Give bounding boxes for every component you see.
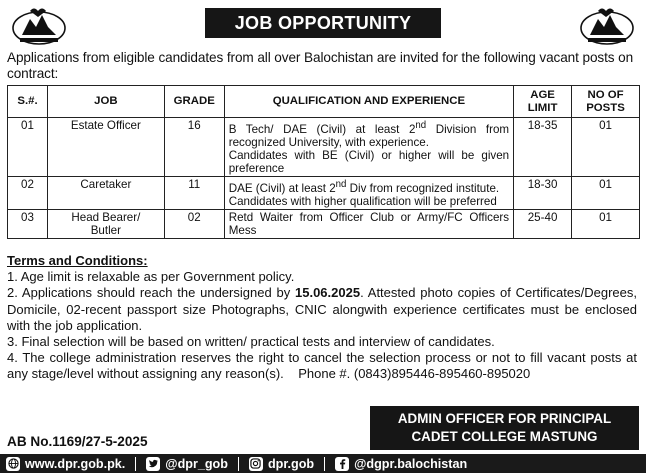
cell-job: Estate Officer bbox=[47, 118, 164, 177]
column-header-job: JOB bbox=[47, 86, 164, 118]
cell-posts: 01 bbox=[572, 209, 640, 238]
cadet-college-emblem-right bbox=[576, 5, 638, 47]
jobs-table bbox=[7, 85, 640, 239]
phone-numbers: Phone #. (0843)895446-895460-895020 bbox=[298, 366, 531, 382]
footer-divider bbox=[238, 457, 239, 471]
cell-grade: 16 bbox=[164, 118, 224, 177]
globe-icon bbox=[6, 457, 20, 471]
cell-qualification: DAE (Civil) at least 2nd Div from recognized institute. Candidates with higher qualification will be preferred bbox=[224, 176, 513, 209]
footer-divider bbox=[324, 457, 325, 471]
term-item: 1. Age limit is relaxable as per Government policy. bbox=[7, 269, 295, 285]
page-title: JOB OPPORTUNITY bbox=[205, 8, 441, 38]
terms-title: Terms and Conditions: bbox=[7, 253, 148, 268]
table-row bbox=[8, 176, 640, 209]
instagram-icon bbox=[249, 457, 263, 471]
column-header-grade: GRADE bbox=[164, 86, 224, 118]
cell-age: 18-30 bbox=[514, 176, 572, 209]
footer-bar bbox=[0, 454, 646, 473]
deadline-date: 15.06.2025 bbox=[295, 285, 361, 301]
footer-website[interactable]: www.dpr.gob.pk. bbox=[6, 457, 125, 471]
terms-section bbox=[7, 253, 637, 383]
cell-job: Caretaker bbox=[47, 176, 164, 209]
table-header-row bbox=[8, 86, 640, 118]
term-item: 3. Final selection will be based on written/ practical tests and interview of candidates. bbox=[7, 334, 495, 350]
facebook-icon bbox=[335, 457, 349, 471]
column-header-sno: S.#. bbox=[8, 86, 48, 118]
cell-qualification: Retd Waiter from Officer Club or Army/FC Officers Mess bbox=[224, 209, 513, 238]
cell-age: 25-40 bbox=[514, 209, 572, 238]
table-row bbox=[8, 118, 640, 177]
term-item: 4. The college administration reserves the right to cancel the selection process or not to fill vacant posts at any stage/level without assigning any reason(s). Phone #. (0843)895446-895460-895020 bbox=[7, 350, 637, 382]
footer-instagram[interactable]: dpr.gob bbox=[249, 457, 314, 471]
signoff-box bbox=[370, 406, 639, 450]
column-header-posts: NO OF POSTS bbox=[572, 86, 640, 118]
intro-text: Applications from eligible candidates from all over Balochistan are invited for the following vacant posts on contract: bbox=[7, 50, 634, 81]
cell-posts: 01 bbox=[572, 176, 640, 209]
signoff-line1: ADMIN OFFICER FOR PRINCIPAL bbox=[397, 411, 612, 426]
cell-grade: 11 bbox=[164, 176, 224, 209]
table-row bbox=[8, 209, 640, 238]
column-header-age-limit: AGE LIMIT bbox=[514, 86, 572, 118]
cell-qualification: B Tech/ DAE (Civil) at least 2nd Division from recognized University, with experience. Candidates with BE (Civil) or higher will be given preference bbox=[224, 118, 513, 177]
column-header-qualification: QUALIFICATION AND EXPERIENCE bbox=[224, 86, 513, 118]
signoff-line2: CADET COLLEGE MASTUNG bbox=[411, 429, 598, 444]
cell-age: 18-35 bbox=[514, 118, 572, 177]
cell-sno: 01 bbox=[8, 118, 48, 177]
footer-divider bbox=[135, 457, 136, 471]
term-item: 2. Applications should reach the undersigned by 15.06.2025. Attested photo copies of Certificates/Degrees, Domicile, 02-recent passport size Photographs, CNIC alongwith experience certificates must be enclosed with the job application. bbox=[7, 285, 637, 333]
cell-grade: 02 bbox=[164, 209, 224, 238]
cell-sno: 03 bbox=[8, 209, 48, 238]
ab-number: AB No.1169/27-5-2025 bbox=[7, 434, 148, 449]
cell-posts: 01 bbox=[572, 118, 640, 177]
footer-twitter[interactable]: @dpr_gob bbox=[146, 457, 228, 471]
cell-job: Head Bearer/ Butler bbox=[47, 209, 164, 238]
twitter-icon bbox=[146, 457, 160, 471]
cell-sno: 02 bbox=[8, 176, 48, 209]
cadet-college-emblem-left bbox=[8, 5, 70, 47]
footer-facebook[interactable]: @dgpr.balochistan bbox=[335, 457, 467, 471]
